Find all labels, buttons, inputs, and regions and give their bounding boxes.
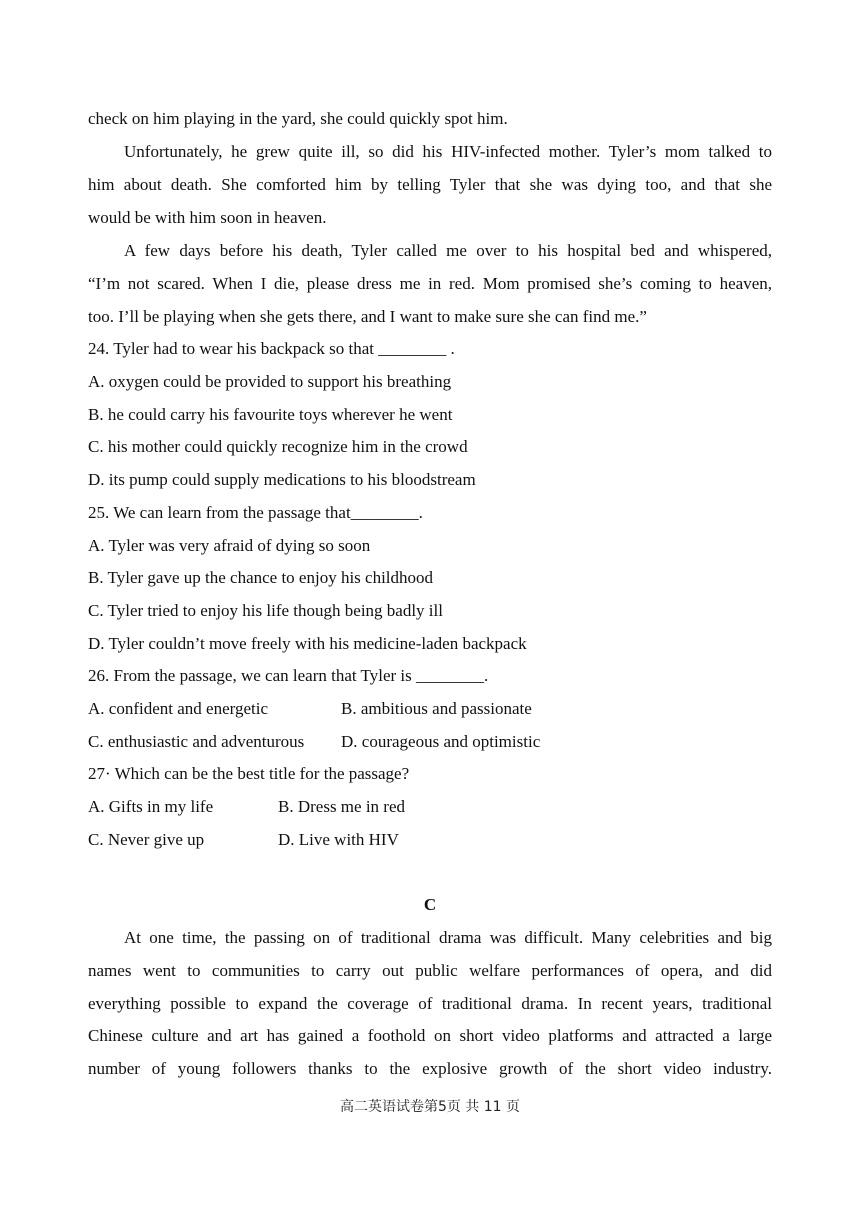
passage-line: Unfortunately, he grew quite ill, so did his HIV-infected mother. Tyler’s mom talked to <box>124 142 772 161</box>
passage-line: him about death. She comforted him by telling Tyler that she was dying too, and that she <box>88 175 772 194</box>
question-26-stem: 26. From the passage, we can learn that Tyler is ________. <box>88 666 489 685</box>
passage-line: too. I’ll be playing when she gets there, and I want to make sure she can find me.” <box>88 307 647 326</box>
question-27-stem: 27· Which can be the best title for the passage? <box>88 764 410 783</box>
question-26-option-b: B. ambitious and passionate <box>341 699 532 718</box>
passage-line: At one time, the passing on of traditional drama was difficult. Many celebrities and big <box>124 928 772 947</box>
question-26-option-a: A. confident and energetic <box>88 699 269 718</box>
question-24-stem: 24. Tyler had to wear his backpack so that ________ . <box>88 339 455 358</box>
question-27-option-b: B. Dress me in red <box>278 797 406 816</box>
question-26-option-d: D. courageous and optimistic <box>341 732 541 751</box>
passage-line: everything possible to expand the coverage of traditional drama. In recent years, traditional <box>88 994 772 1013</box>
question-24-option-b: B. he could carry his favourite toys wherever he went <box>88 405 453 424</box>
question-25-option-a: A. Tyler was very afraid of dying so soon <box>88 536 371 555</box>
passage-line: check on him playing in the yard, she could quickly spot him. <box>88 109 508 128</box>
question-27-option-c: C. Never give up <box>88 830 205 849</box>
question-26-option-c: C. enthusiastic and adventurous <box>88 732 305 751</box>
question-27-option-a: A. Gifts in my life <box>88 797 214 816</box>
passage-line: would be with him soon in heaven. <box>88 208 327 227</box>
passage-line: “I’m not scared. When I die, please dress me in red. Mom promised she’s coming to heaven, <box>88 274 772 293</box>
question-24-option-a: A. oxygen could be provided to support his breathing <box>88 372 452 391</box>
passage-line: number of young followers thanks to the explosive growth of the short video industry. <box>88 1059 772 1078</box>
question-24-option-c: C. his mother could quickly recognize him in the crowd <box>88 437 468 456</box>
question-25-stem: 25. We can learn from the passage that________. <box>88 503 423 522</box>
question-25-option-d: D. Tyler couldn’t move freely with his medicine-laden backpack <box>88 634 527 653</box>
passage-line: A few days before his death, Tyler called me over to his hospital bed and whispered, <box>124 241 772 260</box>
passage-line: names went to communities to carry out public welfare performances of opera, and did <box>88 961 772 980</box>
question-24-option-d: D. its pump could supply medications to his bloodstream <box>88 470 476 489</box>
section-heading: C <box>423 895 437 914</box>
passage-line: Chinese culture and art has gained a foothold on short video platforms and attracted a large <box>88 1026 772 1045</box>
page-footer: 高二英语试卷第5页 共 11 页 <box>339 1099 521 1115</box>
question-25-option-c: C. Tyler tried to enjoy his life though being badly ill <box>88 601 443 620</box>
question-27-option-d: D. Live with HIV <box>278 830 399 849</box>
question-25-option-b: B. Tyler gave up the chance to enjoy his childhood <box>88 568 434 587</box>
